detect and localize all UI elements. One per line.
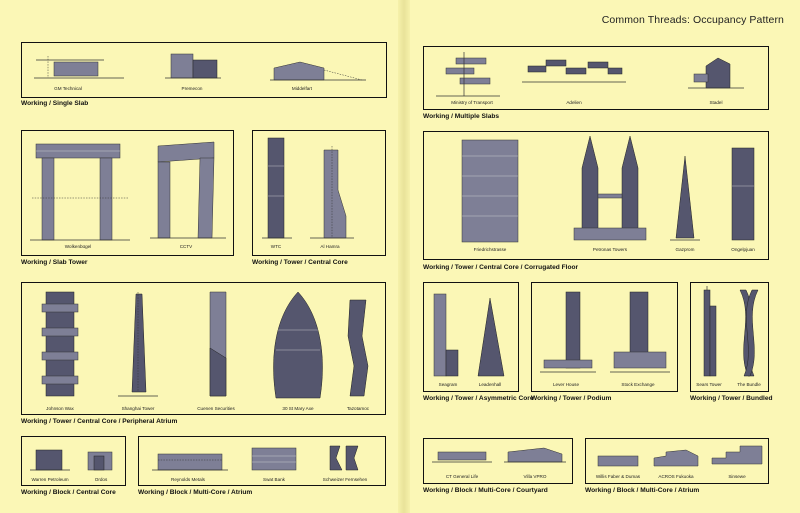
drawing-friedrichstrasse — [458, 136, 522, 244]
caption-block-central-core: Working / Block / Central Core — [21, 489, 116, 496]
drawing-schweizer-fernsehen — [324, 442, 364, 474]
label-ct-general-life: CT General Life — [445, 474, 479, 479]
drawing-premecon — [165, 50, 221, 82]
label-warren-petroleum: Warren Petroleum — [31, 477, 69, 482]
drawing-al-hamra — [310, 146, 354, 240]
drawing-stock-exchange — [610, 288, 670, 378]
drawing-wolkenbugel — [30, 138, 130, 242]
caption-block-multicore-atrium-right: Working / Block / Multi-Core / Atrium — [585, 487, 700, 494]
label-reynolds-metals: Reynolds Metals — [171, 477, 205, 482]
label-stadel: Stadel — [709, 100, 723, 105]
label-seagram: Seagram — [438, 382, 458, 387]
caption-podium: Working / Tower / Podium — [531, 395, 612, 402]
label-swat-bank: Swat Bank — [263, 477, 285, 482]
drawing-shanghai-tower — [118, 292, 158, 400]
drawing-seagram — [430, 290, 462, 378]
label-willis-faber-dumas: Willis Faber & Dumas — [595, 474, 641, 479]
drawing-cuenen-securities — [196, 288, 236, 400]
label-acros-fukuoka: ACROS Fukuoka — [658, 474, 694, 479]
drawing-gm-technical — [34, 52, 124, 82]
label-villa-vpro: Villa VPRO — [523, 474, 547, 479]
label-stock-exchange: Stock Exchange — [621, 382, 655, 387]
label-petronas-towers: Petronas Towers — [592, 247, 628, 252]
caption-slab-tower: Working / Slab Tower — [21, 259, 88, 266]
label-ordos: Ordos — [94, 477, 108, 482]
label-cuenen-securities: Cuenen Securities — [197, 406, 235, 411]
label-wtc: WTC — [270, 244, 282, 249]
drawing-ongelpjuan — [726, 146, 760, 242]
drawing-gazprom — [670, 154, 700, 242]
label-schweizer-fernsehen: Schweizer Fernsehen — [322, 477, 368, 482]
caption-block-multicore-courtyard: Working / Block / Multi-Core / Courtyard — [423, 487, 548, 494]
drawing-villa-vpro — [504, 442, 566, 468]
label-middelfart: Middelfart — [291, 86, 313, 91]
label-gazprom: Gazprom — [675, 247, 695, 252]
label-friedrichstrasse: Friedrichstrasse — [473, 247, 507, 252]
drawing-reynolds-metals — [152, 446, 228, 474]
drawing-warren-petroleum — [30, 444, 70, 474]
drawing-ct-general-life — [432, 446, 492, 466]
drawing-johnson-wax — [38, 288, 82, 398]
drawing-wtc — [262, 136, 292, 240]
drawing-cctv — [150, 140, 226, 240]
label-lever-house: Lever House — [552, 382, 580, 387]
drawing-sinsewe — [708, 442, 766, 468]
drawing-ministry-of-transport — [436, 52, 500, 98]
label-wolkenbugel: Wolkenbügel — [64, 244, 92, 249]
label-ongelpjuan: Ongelpjuan — [731, 247, 755, 252]
label-gm-technical: GM Technical — [54, 86, 82, 91]
drawing-leadenhall — [470, 296, 510, 378]
drawing-swat-bank — [244, 442, 304, 474]
drawing-willis-faber-dumas — [594, 450, 642, 468]
drawing-petronas-towers — [572, 132, 648, 244]
caption-multiple-slabs: Working / Multiple Slabs — [423, 113, 500, 120]
caption-bundled: Working / Tower / Bundled — [690, 395, 773, 402]
label-tazotamoc: Tazotamoc — [346, 406, 370, 411]
label-30-st-mary-axe: 30 St Mary Axe — [282, 406, 314, 411]
caption-central-core: Working / Tower / Central Core — [252, 259, 348, 266]
drawing-sears-tower — [696, 286, 726, 378]
caption-peripheral-atrium: Working / Tower / Central Core / Peripheral Atrium — [21, 418, 178, 425]
label-al-hamra: Al Hamra — [320, 244, 340, 249]
drawing-30-st-mary-axe — [268, 290, 328, 400]
drawing-tazotamoc — [340, 296, 376, 400]
label-johnson-wax: Johnson Wax — [46, 406, 74, 411]
label-cctv: CCTV — [179, 244, 193, 249]
drawing-the-bundle — [734, 288, 764, 378]
label-adelien: Adelien — [566, 100, 582, 105]
label-premecon: Premecon — [181, 86, 203, 91]
drawing-lever-house — [540, 288, 596, 378]
drawing-adelien — [522, 56, 626, 86]
drawing-stadel — [688, 52, 744, 92]
label-sinsewe: Sinsewe — [728, 474, 746, 479]
label-shanghai-tower: Shanghai Tower — [121, 406, 155, 411]
label-leadenhall: Leadenhall — [478, 382, 502, 387]
label-the-bundle: The Bundle — [737, 382, 761, 387]
book-gutter — [398, 0, 410, 513]
label-sears-tower: Sears Tower — [696, 382, 722, 387]
caption-asymmetric-core: Working / Tower / Asymmetric Core — [423, 395, 534, 402]
label-ministry-of-transport: Ministry of Transport — [451, 100, 493, 105]
drawing-acros-fukuoka — [650, 446, 702, 468]
caption-block-multicore-atrium-left: Working / Block / Multi-Core / Atrium — [138, 489, 253, 496]
caption-corrugated-floor: Working / Tower / Central Core / Corrugated Floor — [423, 264, 579, 271]
page-title: Common Threads: Occupancy Pattern — [601, 14, 784, 26]
drawing-ordos — [84, 446, 118, 474]
drawing-middelfart — [270, 58, 366, 84]
caption-single-slab: Working / Single Slab — [21, 100, 89, 107]
